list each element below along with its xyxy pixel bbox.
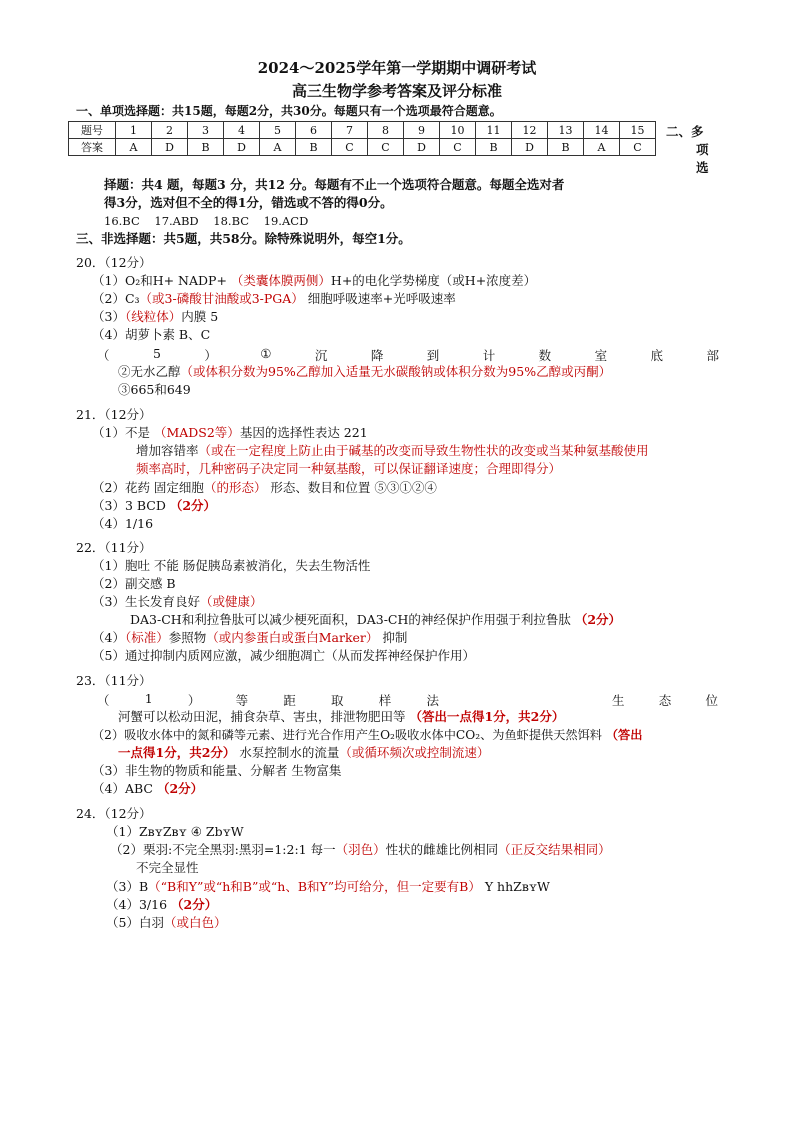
text: 基因的选择性表达 221 (239, 425, 368, 440)
table-cell: 15 (620, 122, 656, 139)
alt-text: （羽色） (335, 842, 386, 857)
table-cell: 7 (332, 122, 368, 139)
text: （3）3 BCD (92, 498, 170, 513)
q22-line-2: （2）副交感 B (92, 576, 176, 591)
text: （4）ABC (92, 781, 157, 796)
q22-line-1: （1）胞吐 不能 肠促胰岛素被消化，失去生物活性 (92, 558, 371, 573)
char: 法 (426, 693, 439, 708)
text: 参照物 (168, 630, 207, 645)
char: 底 (650, 348, 664, 363)
q24-line-4 (106, 879, 550, 895)
alt-text: （标准） (124, 630, 169, 645)
q23-line-2 (118, 709, 564, 725)
text: ②无水乙醇 (118, 364, 181, 379)
char: 态 (658, 693, 672, 708)
alt-text: （或循环频次或控制流速） (339, 745, 490, 760)
q23-line-1-end (612, 691, 718, 709)
q20-line-2 (92, 291, 456, 307)
char: 样 (378, 693, 392, 708)
q21-line-1 (92, 425, 368, 441)
score-note: （2分） (156, 781, 204, 796)
q22-line-6: （5）通过抑制内质网应激，减少细胞凋亡（从而发挥神经保护作用） (92, 648, 475, 663)
char: 5 (152, 346, 161, 361)
text: 抑制 (378, 630, 408, 645)
text: （1）O₂和H+ NADP+ (92, 273, 231, 288)
alt-text: （或白色） (163, 915, 227, 930)
score-note: （2分） (171, 897, 218, 912)
q21-heading: 21．（12分） (76, 407, 152, 422)
q20-line-5 (97, 346, 719, 364)
text: （2）花药 固定细胞 (92, 480, 204, 495)
table-cell: 11 (476, 122, 512, 139)
q21-line-5 (92, 498, 216, 514)
q23-heading: 23．（11分） (76, 673, 152, 688)
alt-text: （或内参蛋白或蛋白Marker） (206, 630, 379, 645)
alt-text: （或3-磷酸甘油酸或3-PGA） (139, 291, 304, 306)
section-2-text-2: 得3分，选对但不全的得1分，错选或不答的得0分。 (104, 195, 393, 210)
char: （ (97, 693, 110, 708)
text: （1）不是 (92, 425, 154, 440)
table-header-num: 题号 (69, 122, 116, 139)
score-note: （2分） (574, 612, 622, 627)
table-cell: 6 (296, 122, 332, 139)
q20-line-3 (92, 309, 218, 325)
answer-16: 16.BC (104, 214, 140, 228)
text: 内膜 5 (181, 309, 219, 324)
text: 增加容错率 (136, 443, 199, 458)
table-cell: 2 (152, 122, 188, 139)
section-3-heading: 三、非选择题：共5题，共58分。除特殊说明外，每空1分。 (76, 231, 411, 246)
q21-line-2 (136, 443, 649, 459)
section-2-side-1: 二、多 (666, 124, 704, 139)
q24-line-2 (110, 842, 611, 858)
char: ） (204, 348, 217, 363)
alt-text: （或体积分数为95%乙醇加入适量无水碳酸钠或体积分数为95%乙醇或丙酮） (180, 364, 612, 379)
q21-line-4 (92, 480, 437, 496)
text: （2）栗羽:不完全黑羽:黑羽=1:2:1 每一 (110, 842, 336, 857)
table-cell: D (152, 139, 188, 156)
text: （2）吸收水体中的氮和磷等元素、进行光合作用产生O₂吸收水体中CO₂、为鱼虾提供天然饵料 (92, 728, 606, 742)
q23-line-6 (92, 781, 203, 797)
text: （2）C₃ (92, 291, 140, 306)
char: 到 (426, 348, 440, 363)
text: （3）生长发育良好 (92, 594, 200, 609)
alt-text: （或在一定程度上防止由于碱基的改变而导致生物性状的改变或当某种氨基酸使用 (198, 443, 649, 458)
section-2-text-1: 择题：共4 题，每题3 分，共12 分。每题有不止一个选项符合题意。每题全选对者 (104, 177, 565, 192)
table-cell: 13 (548, 122, 584, 139)
text: （3）B (106, 879, 149, 894)
score-note: （2分） (169, 498, 217, 513)
table-header-ans: 答案 (69, 139, 116, 156)
text: 性状的雌雄比例相同 (385, 842, 499, 857)
char: 生 (612, 693, 625, 708)
table-cell: B (476, 139, 512, 156)
section-2-answers (104, 213, 308, 229)
q20-line-4: （4）胡萝卜素 B、C (92, 327, 211, 342)
char: 部 (706, 348, 719, 363)
q24-heading: 24．（12分） (76, 806, 152, 821)
q20-line-1 (92, 273, 536, 289)
char: 1 (144, 691, 153, 706)
q23-line-1 (97, 691, 439, 709)
char: ① (260, 346, 272, 361)
text: 河蟹可以松动田泥，捕食杂草、害虫，排泄物肥田等 (118, 709, 410, 724)
score-note: （答出 (605, 728, 643, 742)
char: 数 (538, 348, 552, 363)
table-cell: 14 (584, 122, 620, 139)
section-2-side-3: 选 (696, 160, 709, 175)
q23-line-5: （3）非生物的物质和能量、分解者 生物富集 (92, 763, 342, 778)
text: （4） (92, 630, 125, 645)
table-cell: B (548, 139, 584, 156)
q22-heading: 22．（11分） (76, 540, 152, 555)
char: （ (97, 348, 110, 363)
text: DA3-CH和利拉鲁肽可以减少梗死面积，DA3-CH的神经保护作用强于利拉鲁肽 (130, 612, 575, 627)
q24-line-6 (106, 915, 226, 931)
table-cell: 8 (368, 122, 404, 139)
q20-line-7: ③665和649 (118, 382, 191, 397)
char: 降 (370, 348, 384, 363)
table-cell: B (296, 139, 332, 156)
text: 细胞呼吸速率+光呼吸速率 (303, 291, 456, 306)
q21-line-3: 频率高时，几种密码子决定同一种氨基酸，可以保证翻译速度；合理即得分） (136, 461, 562, 476)
text: Y hhZʙʏW (480, 879, 550, 894)
table-cell: 3 (188, 122, 224, 139)
text: 水泵控制水的流量 (235, 745, 340, 760)
text: （5）白羽 (106, 915, 164, 930)
table-cell: A (260, 139, 296, 156)
q20-line-6 (118, 364, 611, 380)
table-cell: A (116, 139, 152, 156)
q24-line-3: 不完全显性 (136, 860, 199, 875)
table-cell: 9 (404, 122, 440, 139)
alt-text: （的形态） (203, 480, 267, 495)
char: 取 (331, 693, 344, 708)
exam-subtitle: 高三生物学参考答案及评分标准 (291, 82, 502, 100)
table-cell: C (440, 139, 476, 156)
alt-text: （“B和Y”或“h和B”或“h、B和Y”均可给分，但一定要有B） (148, 879, 481, 894)
table-cell: 4 (224, 122, 260, 139)
table-cell: 12 (512, 122, 548, 139)
answer-17: 17.ABD (154, 214, 199, 228)
q23-line-4 (118, 745, 489, 761)
table-cell: B (188, 139, 224, 156)
q20-heading: 20．（12分） (76, 255, 152, 270)
table-cell: 5 (260, 122, 296, 139)
char: 等 (235, 693, 249, 708)
char: 沉 (314, 348, 328, 363)
alt-text: （正反交结果相同） (498, 842, 611, 857)
answer-table (68, 121, 656, 156)
q22-line-4 (130, 612, 621, 628)
score-note: （答出一点得1分，共2分） (409, 709, 565, 724)
text: （4）3/16 (106, 897, 171, 912)
alt-text: （线粒体） (124, 309, 182, 324)
char: 距 (283, 693, 296, 708)
alt-text: （或健康） (199, 594, 263, 609)
q21-line-6: （4）1/16 (92, 516, 154, 531)
answer-18: 18.BC (213, 214, 250, 228)
table-cell: D (404, 139, 440, 156)
char: 计 (482, 348, 496, 363)
exam-title: 2024～2025学年第一学期期中调研考试 (257, 59, 537, 77)
text: （3） (92, 309, 125, 324)
score-note: 一点得1分，共2分） (118, 745, 236, 760)
table-cell: A (584, 139, 620, 156)
section-1-heading: 一、单项选择题：共15题，每题2分，共30分。每题只有一个选项最符合题意。 (76, 104, 502, 118)
alt-text: （类囊体膜两侧） (230, 273, 331, 288)
table-cell: C (620, 139, 656, 156)
table-row (69, 139, 656, 156)
section-2-side-2: 项 (696, 142, 709, 157)
answer-19: 19.ACD (263, 214, 309, 228)
text: H+的电化学势梯度（或H+浓度差） (330, 273, 537, 288)
q22-line-3 (92, 594, 262, 610)
q22-line-5 (92, 630, 407, 646)
table-cell: D (512, 139, 548, 156)
table-row (69, 122, 656, 139)
char: 位 (705, 693, 718, 708)
text: 形态、数目和位置 ⑤③①②④ (266, 480, 437, 495)
q24-line-1: （1）ZʙʏZʙʏ ④ ZbʏW (106, 824, 244, 839)
q23-line-3 (92, 727, 642, 743)
q24-line-5 (106, 897, 217, 913)
table-cell: 10 (440, 122, 476, 139)
char: ） (187, 693, 201, 708)
table-cell: 1 (116, 122, 152, 139)
table-cell: C (368, 139, 404, 156)
table-cell: D (224, 139, 260, 156)
char: 室 (594, 348, 608, 363)
alt-text: （MADS2等） (153, 425, 240, 440)
table-cell: C (332, 139, 368, 156)
